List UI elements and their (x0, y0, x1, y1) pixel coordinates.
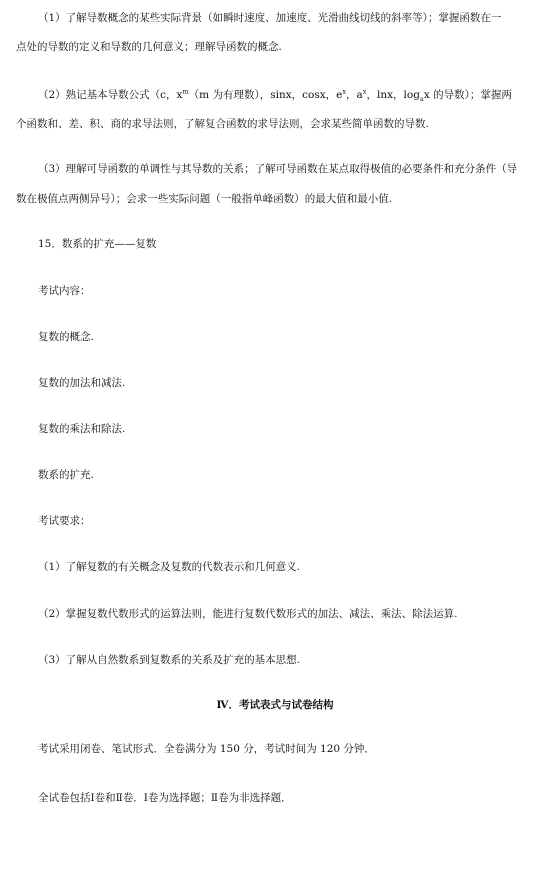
exam-format-paragraph: 考试采用闭卷、笔试形式．全卷满分为 150 分，考试时间为 120 分钟． (38, 743, 375, 755)
superscript-m: m (182, 87, 189, 96)
derivative-req-1-line-2: 点处的导数的定义和导数的几何意义；理解导函数的概念. (16, 41, 282, 53)
requirement-item: （2）掌握复数代数形式的运算法则，能进行复数代数形式的加法、减法、乘法、除法运算. (38, 608, 458, 620)
superscript-x-exp: x (342, 87, 347, 96)
derivative-req-3-line-2: 数在极值点两侧异号）；会求一些实际问题（一般指单峰函数）的最大值和最小值. (16, 193, 393, 205)
formula-mid-1: （m 为有理数），sinx，cosx，e (188, 89, 343, 101)
requirement-item: （3）了解从自然数系到复数系的关系及扩充的基本思想. (38, 654, 301, 666)
content-label: 考试内容： (38, 285, 91, 297)
superscript-x-power: x (362, 87, 367, 96)
derivative-req-2-line-2: 个函数和、差、积、商的求导法则，了解复合函数的求导法则，会求某些简单函数的导数. (16, 118, 429, 130)
content-item: 复数的概念. (38, 331, 94, 343)
section-15-title: 15．数系的扩充——复数 (38, 238, 157, 250)
requirement-item: （1）了解复数的有关概念及复数的代数表示和几何意义. (38, 561, 301, 573)
formula-mid-2: ，a (346, 89, 363, 101)
section-4-heading: Ⅳ．考试表式与试卷结构 (216, 699, 334, 711)
requirements-label: 考试要求： (38, 515, 91, 527)
derivative-req-1-line-1: （1）了解导数概念的某些实际背景（如瞬时速度、加速度、光滑曲线切线的斜率等）；掌握函数在一 (38, 12, 502, 24)
paper-structure-paragraph: 全试卷包括Ⅰ卷和Ⅱ卷．Ⅰ卷为选择题；Ⅱ卷为非选择题． (38, 792, 292, 804)
derivative-req-3-line-1: （3）理解可导函数的单调性与其导数的关系；了解可导函数在某点取得极值的必要条件和充分条件（导 (38, 163, 518, 175)
content-item: 复数的加法和减法. (38, 377, 126, 389)
derivative-req-2-line-1 (38, 88, 512, 102)
formula-mid-3: ，lnx，log (366, 89, 420, 101)
formula-prefix: （2）熟记基本导数公式（c，x (38, 89, 183, 101)
subscript-a: a (419, 95, 424, 104)
content-item: 复数的乘法和除法. (38, 423, 126, 435)
content-item: 数系的扩充. (38, 469, 94, 481)
formula-suffix: x 的导数）；掌握两 (423, 89, 512, 101)
